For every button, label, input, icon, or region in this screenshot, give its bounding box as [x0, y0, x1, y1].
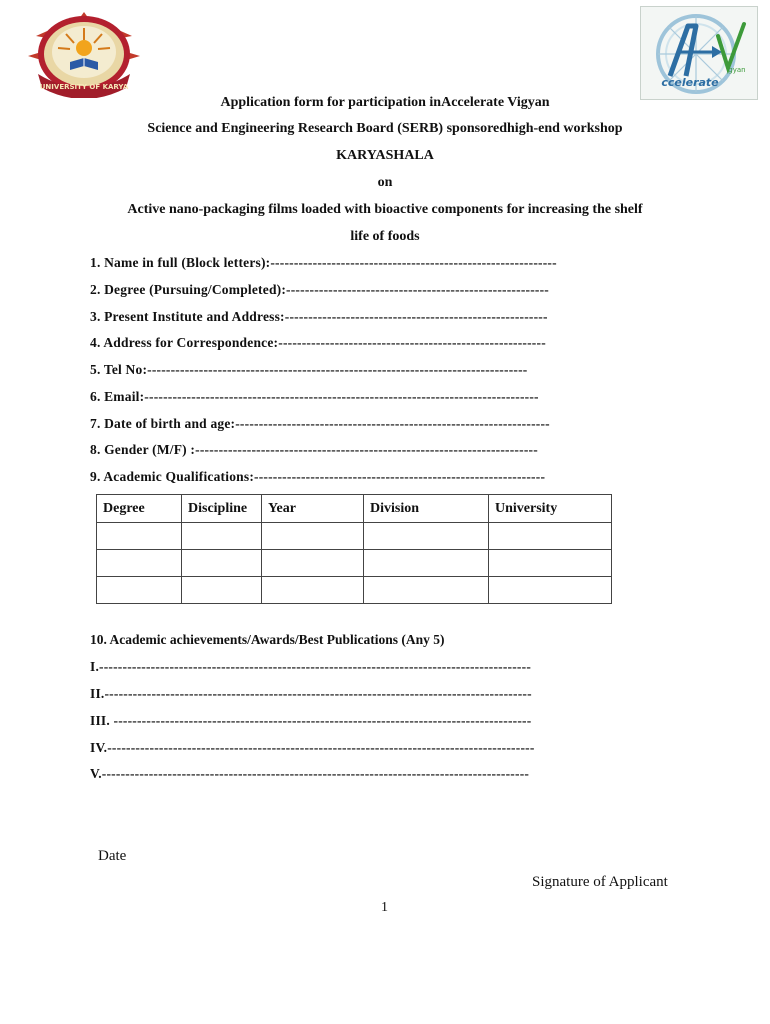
svg-text:UNIVERSITY OF KARYA: UNIVERSITY OF KARYA — [39, 83, 129, 91]
table-cell[interactable] — [262, 523, 364, 550]
table-cell[interactable] — [97, 523, 182, 550]
table-cell[interactable] — [97, 577, 182, 604]
table-cell[interactable] — [262, 577, 364, 604]
achievement-item-5[interactable]: V.------------------------------------------------------------------------------------------- — [90, 766, 530, 781]
table-cell[interactable] — [97, 550, 182, 577]
achievement-item-1[interactable]: I.-------------------------------------------------------------------------------------------- — [90, 659, 532, 674]
table-cell[interactable] — [489, 577, 612, 604]
field-dob-age[interactable]: 7. Date of birth and age:------------------------------------------------------------------- — [90, 416, 550, 431]
field-email[interactable]: 6. Email:------------------------------------------------------------------------------------ — [90, 389, 539, 404]
field-name[interactable]: 1. Name in full (Block letters):------------------------------------------------------------- — [90, 255, 557, 270]
field-correspondence-address[interactable]: 4. Address for Correspondence:--------------------------------------------------------- — [90, 335, 546, 350]
qualifications-table — [96, 494, 612, 604]
date-label: Date — [98, 848, 127, 864]
achievement-item-2[interactable]: II.------------------------------------------------------------------------------------------- — [90, 686, 532, 701]
table-cell[interactable] — [489, 550, 612, 577]
form-sponsor: Science and Engineering Research Board (SERB) sponsoredhigh-end workshop — [147, 121, 623, 136]
table-cell[interactable] — [262, 550, 364, 577]
field-degree[interactable]: 2. Degree (Pursuing/Completed):-------------------------------------------------------- — [90, 282, 549, 297]
university-seal-icon — [14, 6, 154, 98]
workshop-topic-line2: life of foods — [350, 229, 420, 244]
workshop-on: on — [377, 175, 393, 190]
field-academic-qualifications: 9. Academic Qualifications:-------------------------------------------------------------- — [90, 469, 546, 484]
table-row — [97, 550, 612, 577]
workshop-name: KARYASHALA — [336, 148, 434, 163]
svg-text:igyan: igyan — [726, 66, 746, 74]
table-cell[interactable] — [182, 577, 262, 604]
accelerate-vigyan-logo-icon — [640, 6, 758, 100]
field-gender[interactable]: 8. Gender (M/F) :------------------------------------------------------------------------- — [90, 442, 538, 457]
workshop-topic-line1: Active nano-packaging films loaded with bioactive components for increasing the shelf — [127, 202, 643, 217]
field-tel-no[interactable]: 5. Tel No:--------------------------------------------------------------------------------- — [90, 362, 528, 377]
achievement-item-4[interactable]: IV.------------------------------------------------------------------------------------------- — [90, 740, 535, 755]
table-cell[interactable] — [364, 577, 489, 604]
svg-text:ccelerate: ccelerate — [661, 76, 719, 89]
table-header-row — [97, 495, 612, 523]
page-number: 1 — [381, 900, 388, 915]
table-row — [97, 577, 612, 604]
header-division: Division — [364, 495, 489, 523]
table-row — [97, 523, 612, 550]
table-cell[interactable] — [364, 523, 489, 550]
header-degree: Degree — [97, 495, 182, 523]
form-title: Application form for participation inAccelerate Vigyan — [220, 95, 550, 110]
table-cell[interactable] — [182, 550, 262, 577]
table-cell[interactable] — [364, 550, 489, 577]
table-cell[interactable] — [489, 523, 612, 550]
field-institute-address[interactable]: 3. Present Institute and Address:-------------------------------------------------------- — [90, 309, 548, 324]
signature-label: Signature of Applicant — [532, 874, 668, 890]
header-university: University — [489, 495, 612, 523]
table-cell[interactable] — [182, 523, 262, 550]
header-year: Year — [262, 495, 364, 523]
header-discipline: Discipline — [182, 495, 262, 523]
achievements-title: 10. Academic achievements/Awards/Best Publications (Any 5) — [90, 632, 445, 647]
achievement-item-3[interactable]: III. ----------------------------------------------------------------------------------------- — [90, 713, 532, 728]
